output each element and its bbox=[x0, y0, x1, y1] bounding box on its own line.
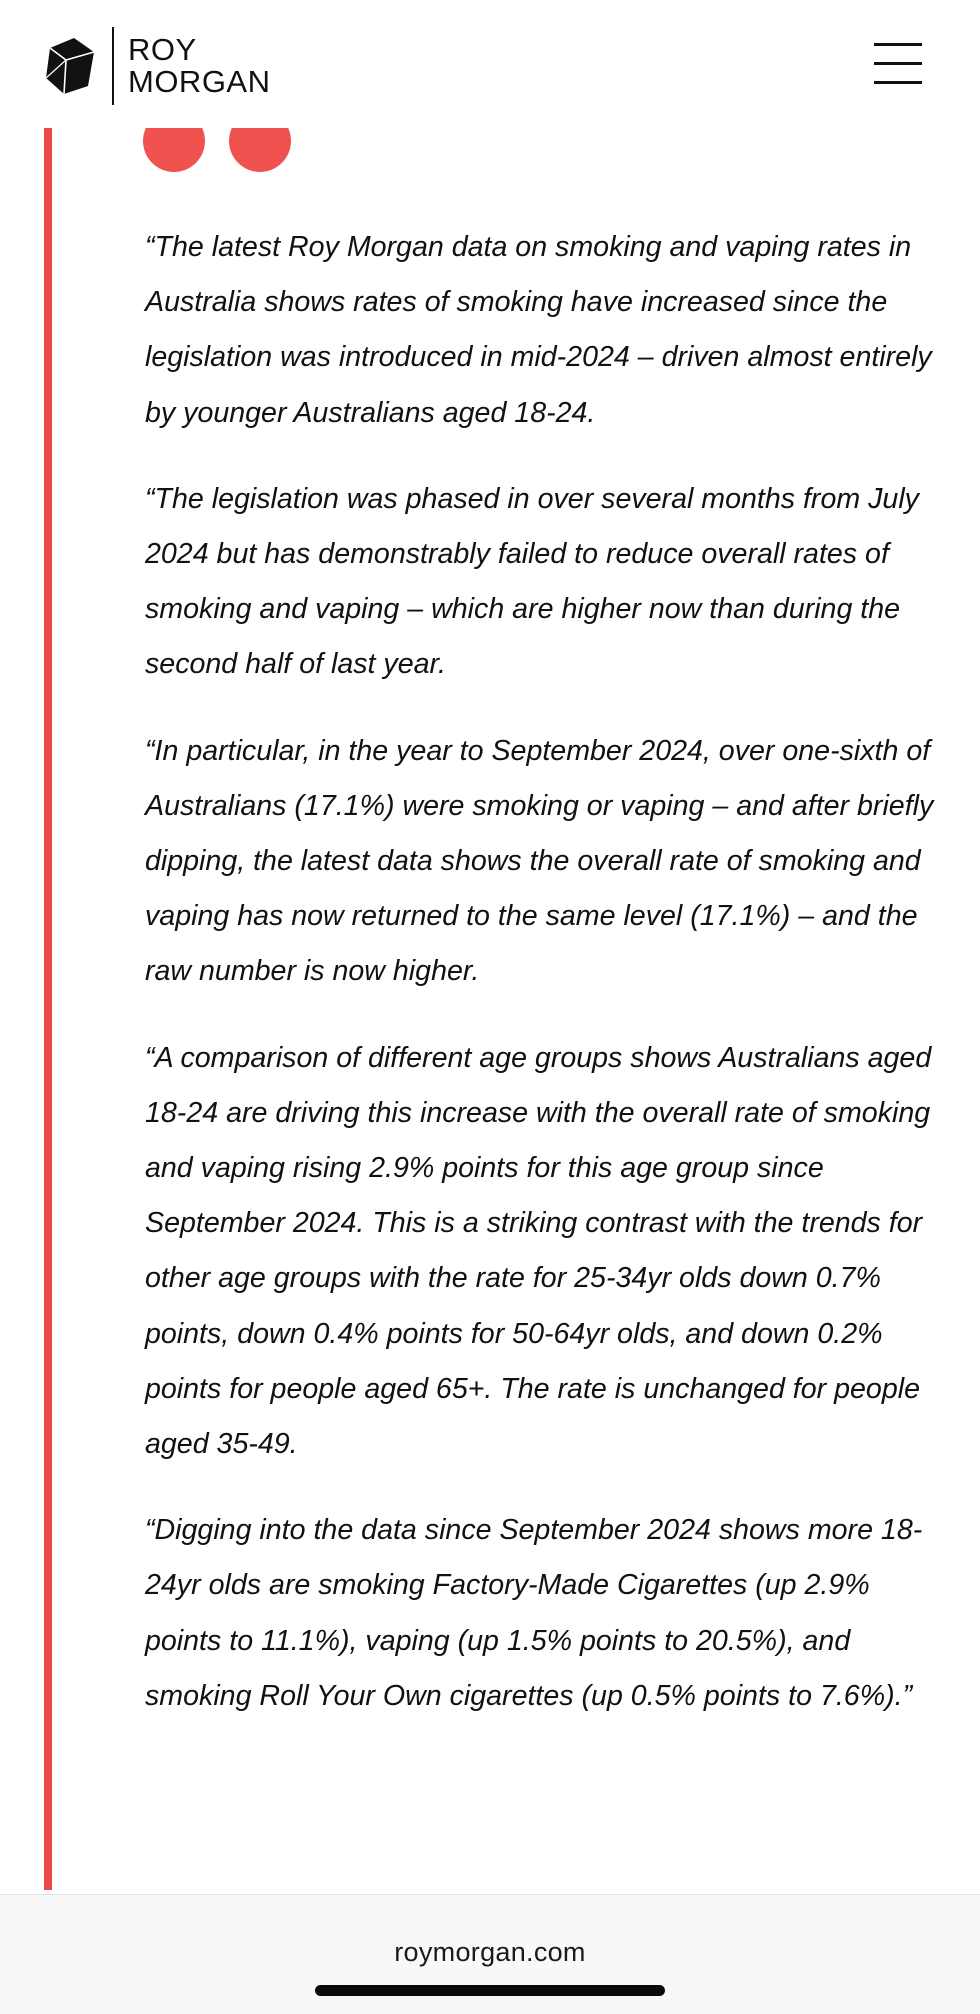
blockquote bbox=[145, 220, 945, 1755]
browser-address-bar bbox=[0, 1894, 980, 2014]
menu-bar-bottom bbox=[874, 81, 922, 84]
hamburger-menu-icon[interactable] bbox=[870, 40, 926, 88]
quote-paragraph-3: “In particular, in the year to September 2024, over one-sixth of Australians (17.1%) were smoking or vaping – and after briefly dipping, the latest data shows the overall rate of smoking and vaping has now returned to the same level (17.1%) – and the raw number is now higher. bbox=[145, 734, 934, 988]
quote-paragraph-4: “A comparison of different age groups shows Australians aged 18-24 are driving this increase with the overall rate of smoking and vaping rising 2.9% points for this age group since September 2024. This is a striking contrast with the trends for other age groups with the rate for 25-34yr olds down 0.7% points, down 0.4% points for 50-64yr olds, and down 0.2% points for people aged 65+. The rate is unchanged for people aged 35-49. bbox=[145, 1041, 932, 1461]
quote-paragraph-1: “The latest Roy Morgan data on smoking and vaping rates in Australia shows rates of smoking have increased since the legislation was introduced in mid-2024 – driven almost entirely by younger Australians aged 18-24. bbox=[145, 231, 932, 429]
logo-line-morgan: MORGAN bbox=[128, 64, 271, 99]
home-indicator[interactable] bbox=[315, 1985, 665, 1996]
logo-line-roy: ROY bbox=[128, 32, 197, 67]
roy-morgan-logo[interactable] bbox=[44, 26, 271, 106]
quote-paragraph-5: “Digging into the data since September 2024 shows more 18-24yr olds are smoking Factory-Made Cigarettes (up 2.9% points to 11.1%), vaping (up 1.5% points to 20.5%), and smoking Roll Your Own cigarettes (up 0.5% points to 7.6%).” bbox=[145, 1514, 923, 1712]
blockquote-accent-bar bbox=[44, 128, 52, 1890]
menu-bar-top bbox=[874, 43, 922, 46]
logo-wordmark bbox=[128, 34, 271, 98]
menu-bar-middle bbox=[874, 62, 922, 65]
quote-paragraph-2: “The legislation was phased in over several months from July 2024 but has demonstrably failed to reduce overall rates of smoking and vaping – which are higher now than during the second half of last year. bbox=[145, 482, 919, 681]
cube-icon bbox=[44, 34, 96, 98]
site-url[interactable]: roymorgan.com bbox=[394, 1937, 586, 1967]
logo-divider bbox=[112, 27, 114, 105]
site-header bbox=[0, 0, 980, 128]
